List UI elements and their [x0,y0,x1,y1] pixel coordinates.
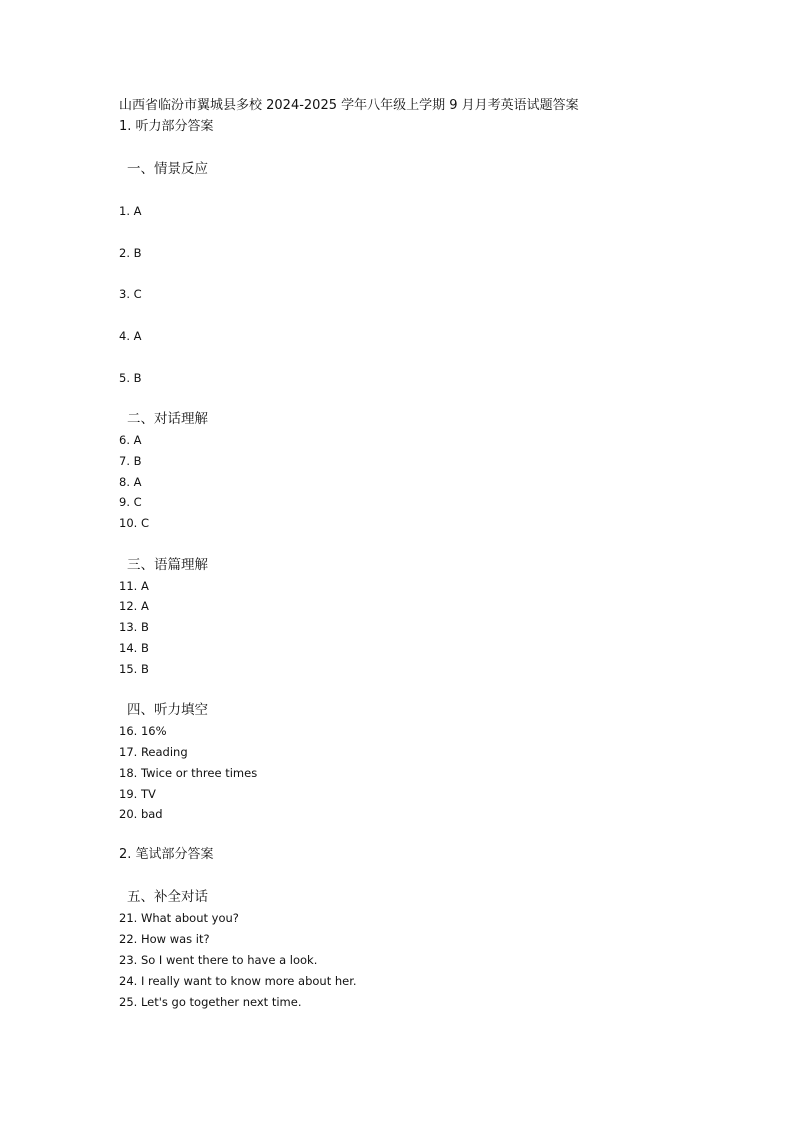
answer-item: 22. How was it? [119,932,210,946]
answer-item: 9. C [119,495,142,509]
answer-item: 24. I really want to know more about her. [119,974,357,988]
part2-heading: 2. 笔试部分答案 [119,847,214,862]
section-heading-listening-fill-in: 四、听力填空 [127,702,208,718]
answer-item: 15. B [119,662,149,676]
section-heading-passage-comprehension: 三、语篇理解 [127,557,208,573]
part1-heading: 1. 听力部分答案 [119,119,214,134]
answer-item: 20. bad [119,807,163,821]
answer-item: 17. Reading [119,745,188,759]
answer-item: 16. 16% [119,724,167,738]
document-title: 山西省临汾市翼城县多校 2024-2025 学年八年级上学期 9 月月考英语试题答案 [119,98,579,113]
answer-item: 8. A [119,475,142,489]
answer-item: 2. B [119,246,142,260]
answer-item: 5. B [119,371,142,385]
answer-item: 19. TV [119,787,156,801]
answer-item: 25. Let's go together next time. [119,995,302,1009]
answer-item: 23. So I went there to have a look. [119,953,318,967]
answer-item: 1. A [119,204,142,218]
answer-item: 13. B [119,620,149,634]
section-heading-dialogue-comprehension: 二、对话理解 [127,411,208,427]
answer-item: 7. B [119,454,142,468]
answer-item: 11. A [119,579,149,593]
answer-item: 10. C [119,516,149,530]
answer-item: 3. C [119,287,142,301]
answer-item: 6. A [119,433,142,447]
section-heading-complete-dialogue: 五、补全对话 [127,889,208,905]
answer-item: 14. B [119,641,149,655]
section-heading-situational-response: 一、情景反应 [127,161,208,177]
answer-item: 21. What about you? [119,911,239,925]
answer-item: 18. Twice or three times [119,766,258,780]
answer-item: 12. A [119,599,149,613]
answer-item: 4. A [119,329,142,343]
